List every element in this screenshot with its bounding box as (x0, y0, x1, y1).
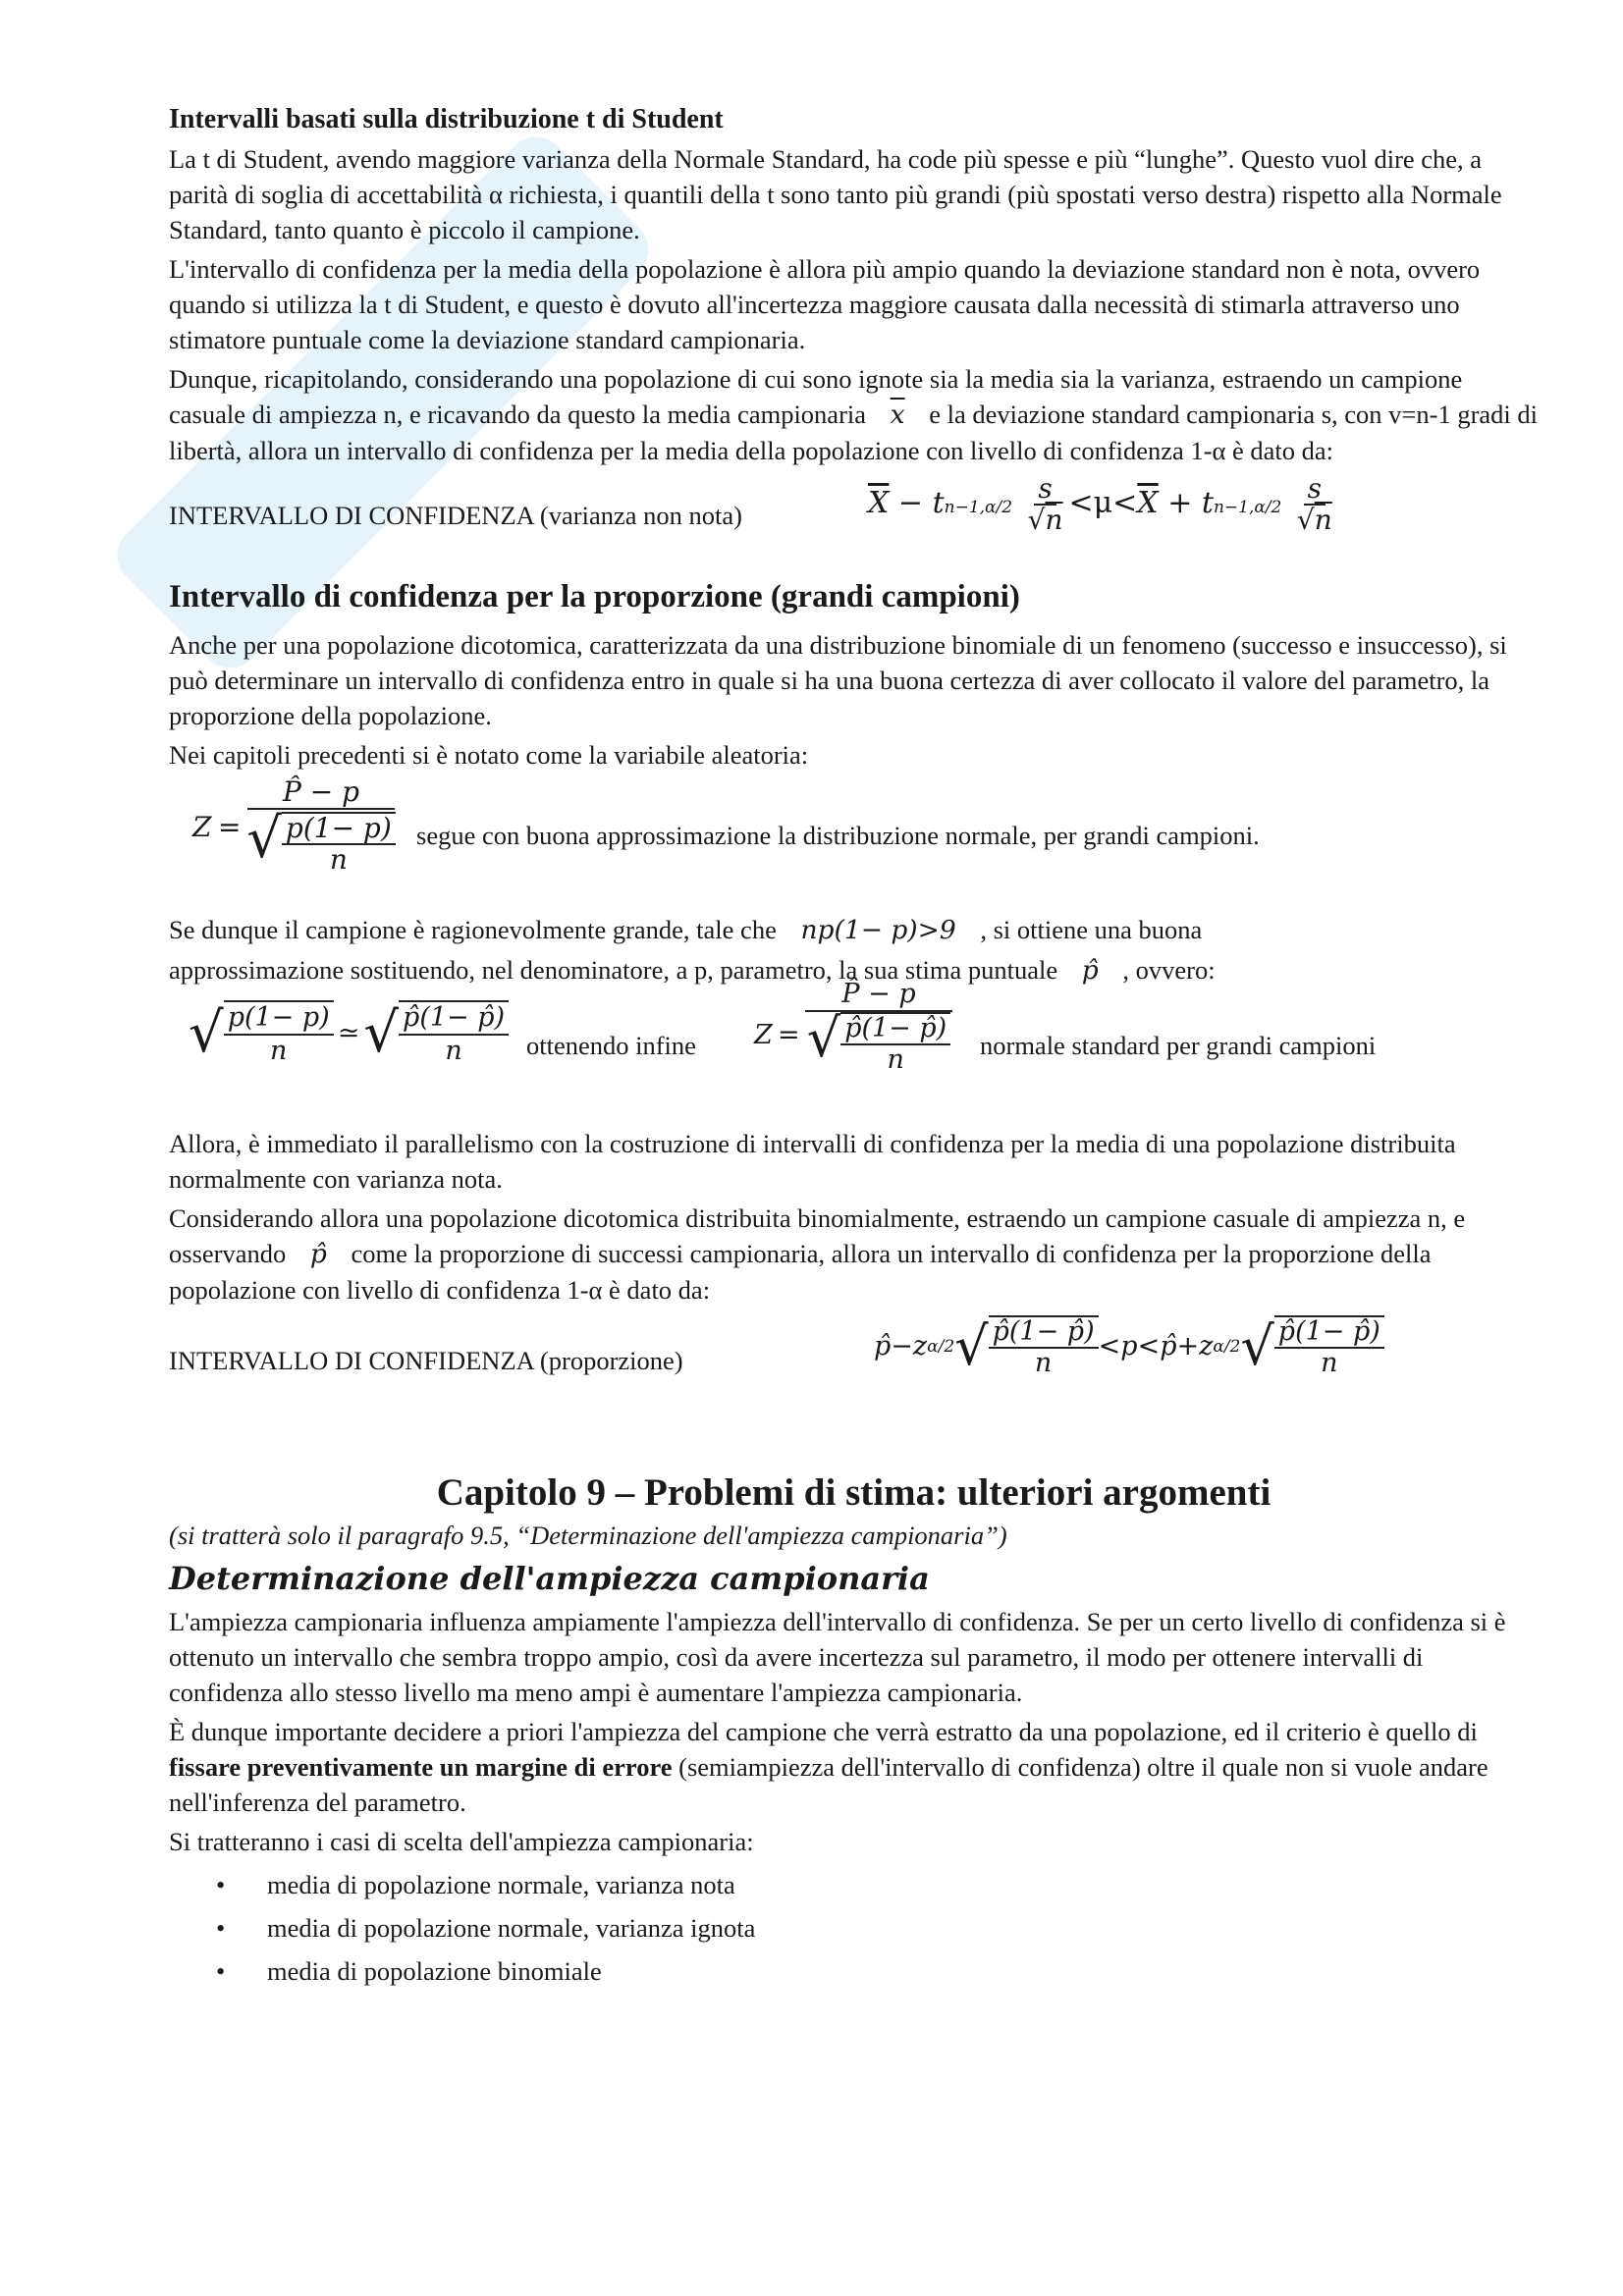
section-title-t-student: Intervalli basati sulla distribuzione t di Student (169, 104, 724, 134)
paragraph: L'ampiezza campionaria influenza ampiamente l'ampiezza dell'intervallo di confidenza. Se per un certo livello di confidenza si è ottenuto un intervallo che sembra troppo ampio, così da avere incertezza sul parametro, il modo per ottenere intervalli di confidenza allo stesso livello ma meno ampi è aumentare l'ampiezza campionaria. (169, 1607, 1506, 1707)
paragraph-text: come la proporzione di successi campionaria, allora un intervallo di confidenza per la proporzione della popolazione con livello di confidenza 1-α è dato da: (169, 1239, 1432, 1305)
paragraph (169, 361, 1539, 468)
paragraph-text: approssimazione sostituendo, nel denominatore, a p, parametro, la sua stima puntuale (169, 955, 1058, 985)
emphasis-text: fissare preventivamente un margine di errore (169, 1752, 673, 1782)
sample-mean-symbol: $\overline{x}$ (890, 400, 905, 430)
t-interval-row (169, 474, 1539, 562)
proportion-interval-formula: p̂ − z α/2 √ p̂(1− p̂) n < p < p̂ + z α/2 √ p̂(1− p̂) n (874, 1315, 1384, 1378)
section-title-proportion: Intervallo di confidenza per la proporzione (grandi campioni) (169, 579, 1020, 614)
paragraph: Nei capitoli precedenti si è notato come la variabile aleatoria: (169, 740, 809, 770)
z-variable-row: Z = P̂ − p √ p(1− p) n segue con buona approssimazione la distribuzione normale, per grandi campioni. (192, 775, 1260, 876)
interval-label: INTERVALLO DI CONFIDENZA (varianza non nota) (169, 501, 742, 530)
bullet-list (169, 1867, 1539, 1989)
paragraph: Allora, è immediato il parallelismo con la costruzione di intervalli di confidenza per la media di una popolazione distribuita normalmente con varianza nota. (169, 1129, 1456, 1194)
paragraph: Anche per una popolazione dicotomica, caratterizzata da una distribuzione binomiale di un fenomeno (successo e insuccesso), si può determinare un intervallo di confidenza entro in quale si ha una buona certezza di aver collocato il valore del parametro, la proporzione della popolazione. (169, 630, 1507, 730)
paragraph: Si tratteranno i casi di scelta dell'ampiezza campionaria: (169, 1827, 754, 1856)
paragraph (169, 912, 1539, 948)
paragraph: La t di Student, avendo maggiore varianza della Normale Standard, ha code più spesse e più “lunghe”. Questo vuol dire che, a parità di soglia di accettabilità α richiesta, i quantili della t sono tanto più grandi (più spostati verso destra) rispetto alla Normale Standard, tanto quanto è piccolo il campione. (169, 144, 1502, 244)
bullet-icon: • (216, 1956, 226, 1986)
list-item (169, 1953, 1539, 1989)
interval-label: INTERVALLO DI CONFIDENZA (proporzione) (169, 1346, 683, 1375)
paragraph-text: (semiampiezza dell'intervallo di confidenza) oltre il quale non si vuole andare nell'inferenza del parametro. (169, 1752, 1488, 1817)
list-item-text: media di popolazione normale, varianza nota (267, 1870, 735, 1899)
list-item-text: media di popolazione binomiale (267, 1956, 602, 1986)
paragraph (169, 1201, 1539, 1308)
document-page (169, 102, 1539, 1997)
paragraph-text: , si ottiene una buona (980, 915, 1203, 944)
bullet-icon: • (216, 1870, 226, 1899)
p-hat-symbol: p̂ (1081, 955, 1099, 986)
paragraph-text: È dunque importante decidere a priori l'ampiezza del campione che verrà estratto da una popolazione, ed il criterio è quello di (169, 1717, 1478, 1746)
list-item-text: media di popolazione normale, varianza ignota (267, 1913, 756, 1943)
normal-note: normale standard per grandi campioni (980, 1031, 1377, 1060)
approx-row: √ p(1− p) n ≃ √ p̂(1− p̂) n ottenendo infine Z = P̂ − p √ p̂(1− p̂) n normale standard per grandi campioni (189, 979, 1377, 1075)
paragraph (169, 1714, 1539, 1820)
p-hat-symbol: p̂ (309, 1239, 327, 1269)
proportion-interval-row (169, 1315, 1539, 1414)
subsection-title: Determinazione dell'ampiezza campionaria (169, 1560, 930, 1597)
bullet-icon: • (216, 1913, 226, 1943)
chapter-title: Capitolo 9 – Problemi di stima: ulteriori argomenti (436, 1471, 1271, 1514)
paragraph: L'intervallo di confidenza per la media della popolazione è allora più ampio quando la deviazione standard non è nota, ovvero quando si utilizza la t di Student, e questo è dovuto all'incertezza maggiore causata dalla necessità di stimarla attraverso uno stimatore puntuale come la deviazione standard campionaria. (169, 254, 1481, 354)
paragraph-text: e la deviazione standard campionaria s, con v=n-1 gradi di libertà, allora un intervallo di confidenza per la media della popolazione con livello di confidenza 1-α è dato da: (169, 400, 1539, 465)
paragraph-text: Se dunque il campione è ragionevolmente grande, tale che (169, 915, 777, 944)
paragraph-text: Considerando allora una popolazione dicotomica distribuita binomialmente, estraendo un campione casuale di ampiezza n, e osservando (169, 1203, 1466, 1268)
paragraph-text: , ovvero: (1122, 955, 1216, 985)
z-note: segue con buona approssimazione la distribuzione normale, per grandi campioni. (416, 821, 1260, 850)
list-item (169, 1910, 1539, 1946)
np-condition: np(1− p)>9 (800, 915, 956, 945)
paragraph-text: Dunque, ricapitolando, considerando una popolazione di cui sono ignote sia la media sia la varianza, estraendo un campione casuale di ampiezza n, e ricavando da questo la media campionaria (169, 364, 1463, 429)
approx-formula: √ p(1− p) n ≃ √ p̂(1− p̂) n (189, 1000, 509, 1067)
obtaining-text: ottenendo infine (526, 1031, 696, 1060)
chapter-note: (si tratterà solo il paragrafo 9.5, “Determinazione dell'ampiezza campionaria”) (169, 1521, 1007, 1550)
list-item (169, 1867, 1539, 1902)
t-interval-formula: $\overline{X} - tn-1,\alpha/2$ $\frac{s}{√n}$ $<\mu<\overline{X} + tn-1,\alpha/2$ $\frac{s}{√n}$ (868, 472, 1332, 536)
